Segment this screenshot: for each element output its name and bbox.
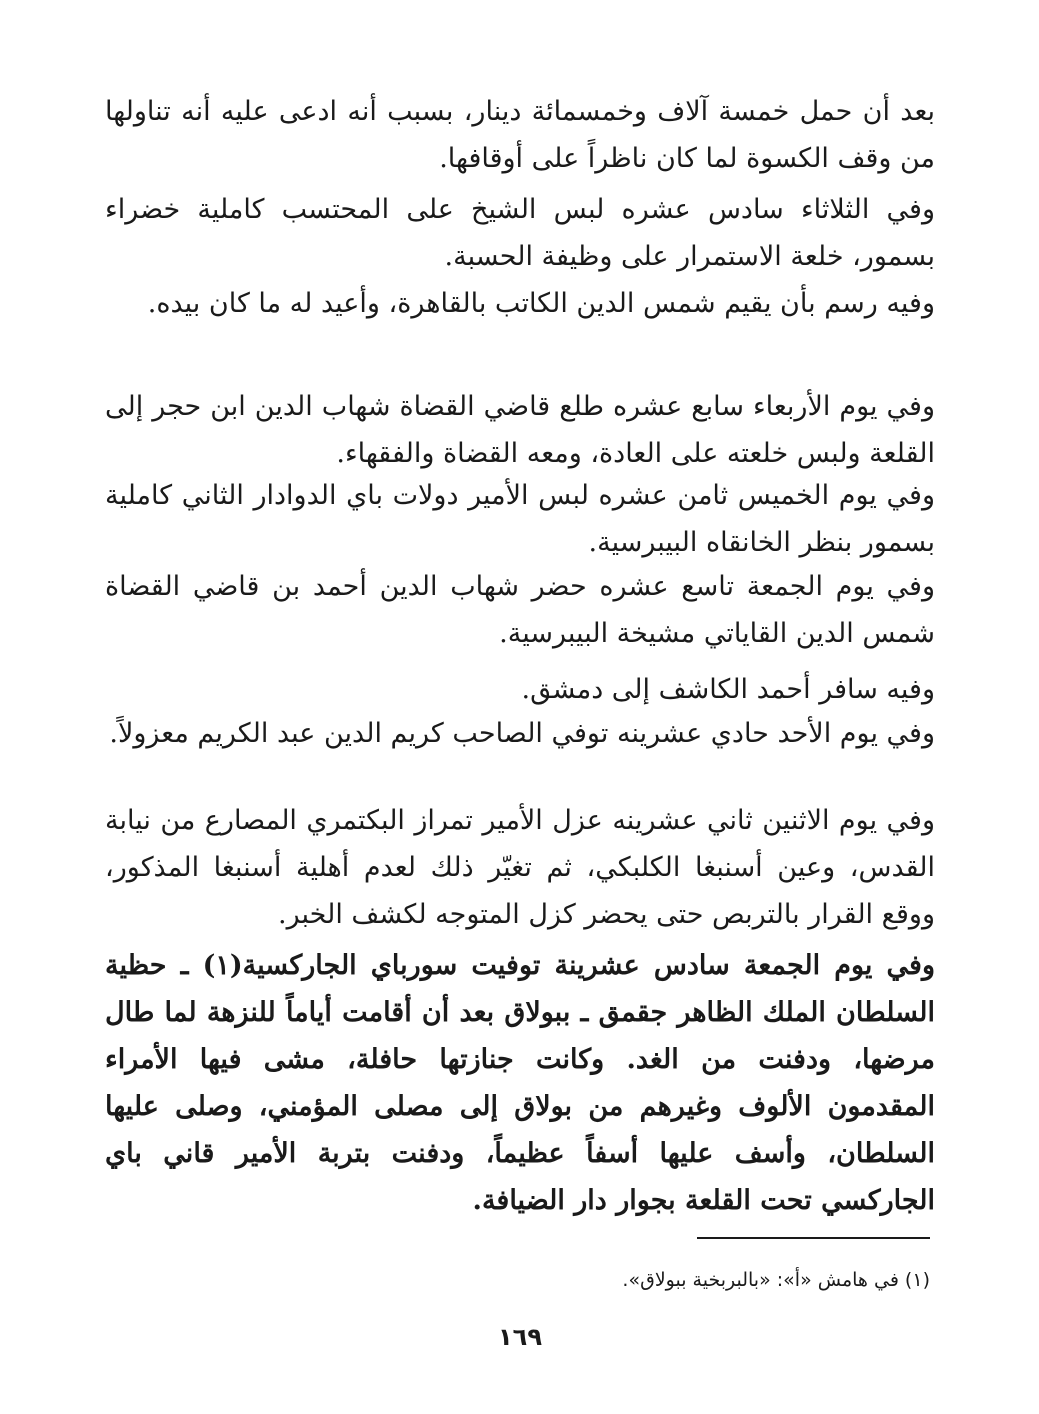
paragraph-text: بعد أن حمل خمسة آلاف وخمسمائة دينار، بسبب أنه ادعى عليه أنه تناولها من وقف الكسوة لما كان ناظراً على أوقافها. [105, 96, 935, 174]
paragraph-10 [105, 942, 935, 1224]
paragraph-4 [105, 383, 935, 477]
paragraph-2 [105, 186, 935, 280]
paragraph-5 [105, 472, 935, 566]
paragraph-text: وفي يوم الأربعاء سابع عشره طلع قاضي القضاة شهاب الدين ابن حجر إلى القلعة ولبس خلعته على العادة، ومعه القضاة والفقهاء. [105, 391, 935, 469]
paragraph-3 [105, 280, 935, 327]
footnote-divider [697, 1237, 930, 1239]
paragraph-1 [105, 88, 935, 182]
paragraph-text: وفي يوم الأحد حادي عشرينه توفي الصاحب كريم الدين عبد الكريم معزولاً. [109, 718, 935, 749]
paragraph-text: وفي يوم الجمعة تاسع عشره حضر شهاب الدين أحمد بن قاضي القضاة شمس الدين القاياتي مشيخة البيبرسية. [105, 571, 935, 649]
paragraph-text: وفيه سافر أحمد الكاشف إلى دمشق. [521, 674, 935, 705]
paragraph-6 [105, 563, 935, 657]
paragraph-text: وفي يوم الخميس ثامن عشره لبس الأمير دولات باي الدوادار الثاني كاملية بسمور بنظر الخانقاه البيبرسية. [105, 480, 935, 558]
footnote: (١) في هامش «أ»: «بالبربخية ببولاق». [622, 1269, 930, 1291]
page-number: ١٦٩ [498, 1323, 542, 1351]
paragraph-text: وفيه رسم بأن يقيم شمس الدين الكاتب بالقاهرة، وأعيد له ما كان بيده. [147, 288, 935, 319]
paragraph-9 [105, 797, 935, 938]
paragraph-7 [105, 666, 935, 713]
paragraph-text: وفي يوم الجمعة سادس عشرينة توفيت سورباي الجاركسية(١) ـ حظية السلطان الملك الظاهر جقمق ـ ببولاق بعد أن أقامت أياماً للنزهة لما طال مرضها، ودفنت من الغد. وكانت جنازتها حافلة، مشى فيها الأمراء المقدمون الألوف وغيرهم من بولاق إلى مصلى المؤمني، وصلى عليها السلطان، وأسف عليها أسفاً عظيماً، ودفنت بتربة الأمير قاني باي الجاركسي تحت القلعة بجوار دار الضيافة. [105, 950, 936, 1216]
paragraph-text: وفي الثلاثاء سادس عشره لبس الشيخ على المحتسب كاملية خضراء بسمور، خلعة الاستمرار على وظيفة الحسبة. [105, 194, 935, 272]
paragraph-text: وفي يوم الاثنين ثاني عشرينه عزل الأمير تمراز البكتمري المصارع من نيابة القدس، وعين أسنبغا الكلبكي، ثم تغيّر ذلك لعدم أهلية أسنبغا المذكور، ووقع القرار بالتربص حتى يحضر كزل المتوجه لكشف الخبر. [105, 805, 935, 930]
paragraph-8 [105, 710, 935, 757]
